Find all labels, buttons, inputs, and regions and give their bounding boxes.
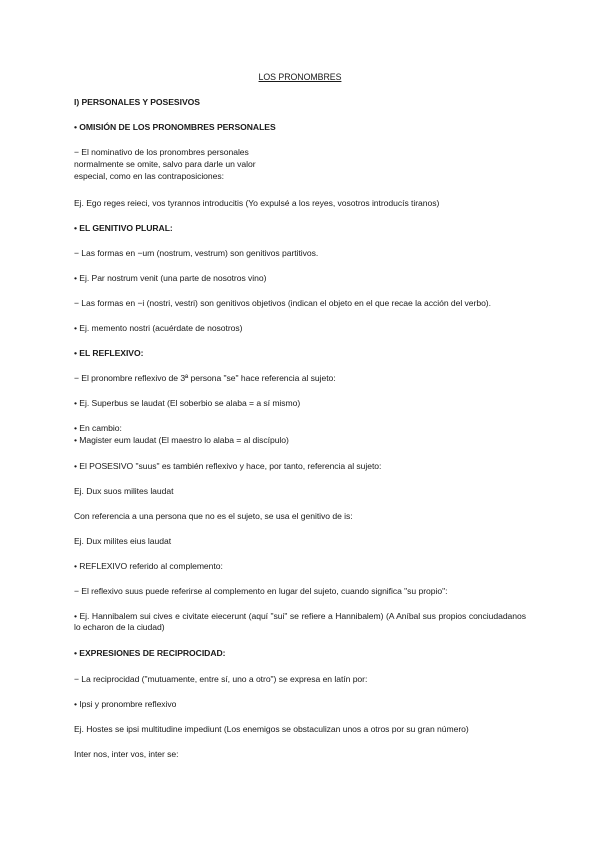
reflexivo-contrast: • En cambio: bbox=[74, 423, 122, 433]
heading-complemento: • REFLEXIVO referido al complemento: bbox=[74, 561, 223, 571]
posesivo-example-2: Ej. Dux milites eius laudat bbox=[74, 536, 172, 546]
complemento-example: • Ej. Hannibalem sui cives e civitate eiecerunt (aquí "sui" se refiere a Hannibalem) (A Aníbal sus propios conciudadanos lo echaron de la ciudad) bbox=[74, 611, 526, 632]
reciprocidad-item-1: • Ipsi y pronombre reflexivo bbox=[74, 699, 177, 709]
reflexivo-line-1: − El pronombre reflexivo de 3ª persona "se" hace referencia al sujeto: bbox=[74, 373, 336, 383]
reciprocidad-item-2: Inter nos, inter vos, inter se: bbox=[74, 749, 179, 759]
reciprocidad-example: Ej. Hostes se ipsi multitudine impediunt (Los enemigos se obstaculizan unos a otros por su gran número) bbox=[74, 724, 469, 734]
heading-reflexivo: • EL REFLEXIVO: bbox=[74, 348, 144, 358]
genitivo-example-1: • Ej. Par nostrum venit (una parte de nosotros vino) bbox=[74, 273, 267, 283]
complemento-line-1: − El reflexivo suus puede referirse al complemento en lugar del sujeto, cuando significa "su propio": bbox=[74, 586, 448, 596]
heading-reciprocidad: • EXPRESIONES DE RECIPROCIDAD: bbox=[74, 648, 226, 658]
genitivo-example-2: • Ej. memento nostri (acuérdate de nosotros) bbox=[74, 323, 243, 333]
posesivo-line-1: Con referencia a una persona que no es el sujeto, se usa el genitivo de is: bbox=[74, 511, 353, 521]
reflexivo-example-1: • Ej. Superbus se laudat (El soberbio se alaba = a sí mismo) bbox=[74, 398, 301, 408]
heading-genitivo: • EL GENITIVO PLURAL: bbox=[74, 223, 173, 233]
omision-line-2: normalmente se omite, salvo para darle un valor bbox=[74, 159, 256, 169]
reciprocidad-line-1: − La reciprocidad ("mutuamente, entre sí, uno a otro") se expresa en latín por: bbox=[74, 674, 368, 684]
posesivo-example-1: Ej. Dux suos milites laudat bbox=[74, 486, 174, 496]
heading-omision: • OMISIÓN DE LOS PRONOMBRES PERSONALES bbox=[74, 122, 276, 132]
genitivo-line-2: − Las formas en −i (nostri, vestri) son genitivos objetivos (indican el objeto en el que recae la acción del verbo). bbox=[74, 298, 491, 308]
heading-posesivo: • El POSESIVO "suus" es también reflexivo y hace, por tanto, referencia al sujeto: bbox=[74, 461, 382, 471]
genitivo-line-1: − Las formas en −um (nostrum, vestrum) son genitivos partitivos. bbox=[74, 248, 319, 258]
section-heading-personales: I) PERSONALES Y POSESIVOS bbox=[74, 97, 200, 107]
reflexivo-example-2: • Magister eum laudat (El maestro lo alaba = al discípulo) bbox=[74, 435, 289, 445]
omision-example: Ej. Ego reges reieci, vos tyrannos introducitis (Yo expulsé a los reyes, vosotros introducís tiranos) bbox=[74, 198, 440, 208]
omision-line-1: − El nominativo de los pronombres personales bbox=[74, 147, 249, 157]
omision-line-3: especial, como en las contraposiciones: bbox=[74, 171, 224, 181]
page-title: LOS PRONOMBRES bbox=[258, 72, 342, 82]
